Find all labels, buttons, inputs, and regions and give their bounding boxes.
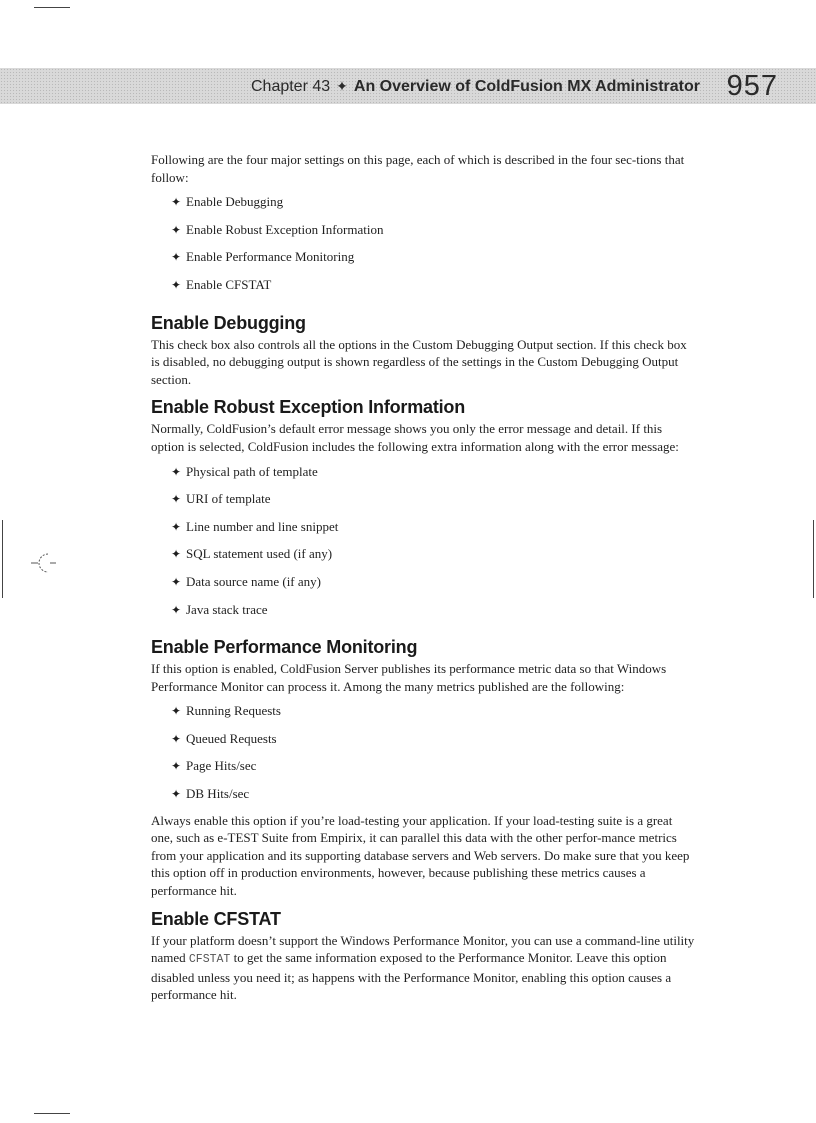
- list-item: ✦ Line number and line snippet: [171, 518, 339, 534]
- page-body: [151, 151, 697, 1004]
- bullet-icon: ✦: [171, 222, 182, 237]
- header-separator-icon: ✦: [336, 78, 348, 94]
- bullet-icon: ✦: [171, 731, 182, 746]
- list-item: ✦ Data source name (if any): [171, 573, 321, 589]
- bullet-icon: ✦: [171, 519, 182, 534]
- heading-enable-cfstat: Enable CFSTAT: [151, 908, 281, 929]
- heading-enable-robust-exception: Enable Robust Exception Information: [151, 397, 466, 418]
- bullet-icon: ✦: [171, 787, 182, 802]
- intro-paragraph: Following are the four major settings on this page, each of which is described in the four sec-tions that follow:: [151, 152, 685, 185]
- crop-mark-right-edge: [813, 520, 814, 598]
- bullet-icon: ✦: [171, 464, 182, 479]
- bullet-icon: ✦: [171, 492, 182, 507]
- heading-enable-performance-monitoring: Enable Performance Monitoring: [151, 637, 418, 658]
- bullet-icon: ✦: [171, 195, 182, 210]
- list-item: ✦ Running Requests: [171, 703, 281, 719]
- list-item: ✦ Java stack trace: [171, 601, 268, 617]
- crop-mark-top-left: [34, 7, 70, 8]
- robust-paragraph: Normally, ColdFusion’s default error message shows you only the error message and detail. If this option is selected, ColdFusion includes the following extra information along with the error message:: [151, 421, 679, 454]
- performance-followup-paragraph: Always enable this option if you’re load-testing your application. If your load-testing suite is a great one, such as e-TEST Suite from Empirix, it can parallel this data with the other perfor-mance metrics from your application and its supporting database servers and Web servers. Do make sure that you keep this option off in production environments, however, because publishing these metrics causes a performance hit.: [151, 812, 690, 899]
- performance-bullet-list: [151, 702, 697, 803]
- list-item: ✦ DB Hits/sec: [171, 786, 250, 802]
- list-item: ✦ Enable Performance Monitoring: [171, 249, 355, 265]
- bullet-icon: ✦: [171, 602, 182, 617]
- cfstat-code: CFSTAT: [188, 953, 231, 967]
- heading-enable-debugging: Enable Debugging: [151, 312, 306, 333]
- page-number: 957: [726, 70, 778, 102]
- list-item: ✦ SQL statement used (if any): [171, 546, 333, 562]
- robust-bullet-list: [151, 463, 697, 619]
- intro-bullet-list: [151, 193, 697, 294]
- chapter-label: Chapter 43: [250, 78, 331, 95]
- list-item: ✦ Enable Debugging: [171, 194, 284, 210]
- bullet-icon: ✦: [171, 574, 182, 589]
- list-item: ✦ Enable CFSTAT: [171, 276, 272, 292]
- list-item: ✦ Page Hits/sec: [171, 758, 257, 774]
- bullet-icon: ✦: [171, 277, 182, 292]
- bullet-icon: ✦: [171, 547, 182, 562]
- list-item: ✦ Queued Requests: [171, 730, 277, 746]
- crop-mark-bottom-left: [34, 1113, 70, 1114]
- list-item: ✦ Enable Robust Exception Information: [171, 221, 384, 237]
- list-item: ✦ URI of template: [171, 491, 271, 507]
- debugging-paragraph: This check box also controls all the options in the Custom Debugging Output section. If this check box is disabled, no debugging output is shown regardless of the settings in the Custom Debugging Output section.: [151, 336, 687, 387]
- chapter-title: An Overview of ColdFusion MX Administrator: [353, 78, 700, 95]
- running-header: [251, 75, 700, 98]
- performance-paragraph: If this option is enabled, ColdFusion Server publishes its performance metric data so that Windows Performance Monitor can process it. Among the many metrics published are the following:: [151, 661, 667, 694]
- registration-mark-icon: [28, 548, 58, 578]
- list-item: ✦ Physical path of template: [171, 463, 318, 479]
- bullet-icon: ✦: [171, 704, 182, 719]
- crop-mark-left-edge: [2, 520, 3, 598]
- bullet-icon: ✦: [171, 759, 182, 774]
- bullet-icon: ✦: [171, 250, 182, 265]
- cfstat-paragraph: If your platform doesn’t support the Windows Performance Monitor, you can use a command-line utility named CFSTAT to get the same information exposed to the Performance Monitor. Leave this option disabled unless you need it; as happens with the Performance Monitor, enabling this option causes a performance hit.: [151, 932, 695, 1003]
